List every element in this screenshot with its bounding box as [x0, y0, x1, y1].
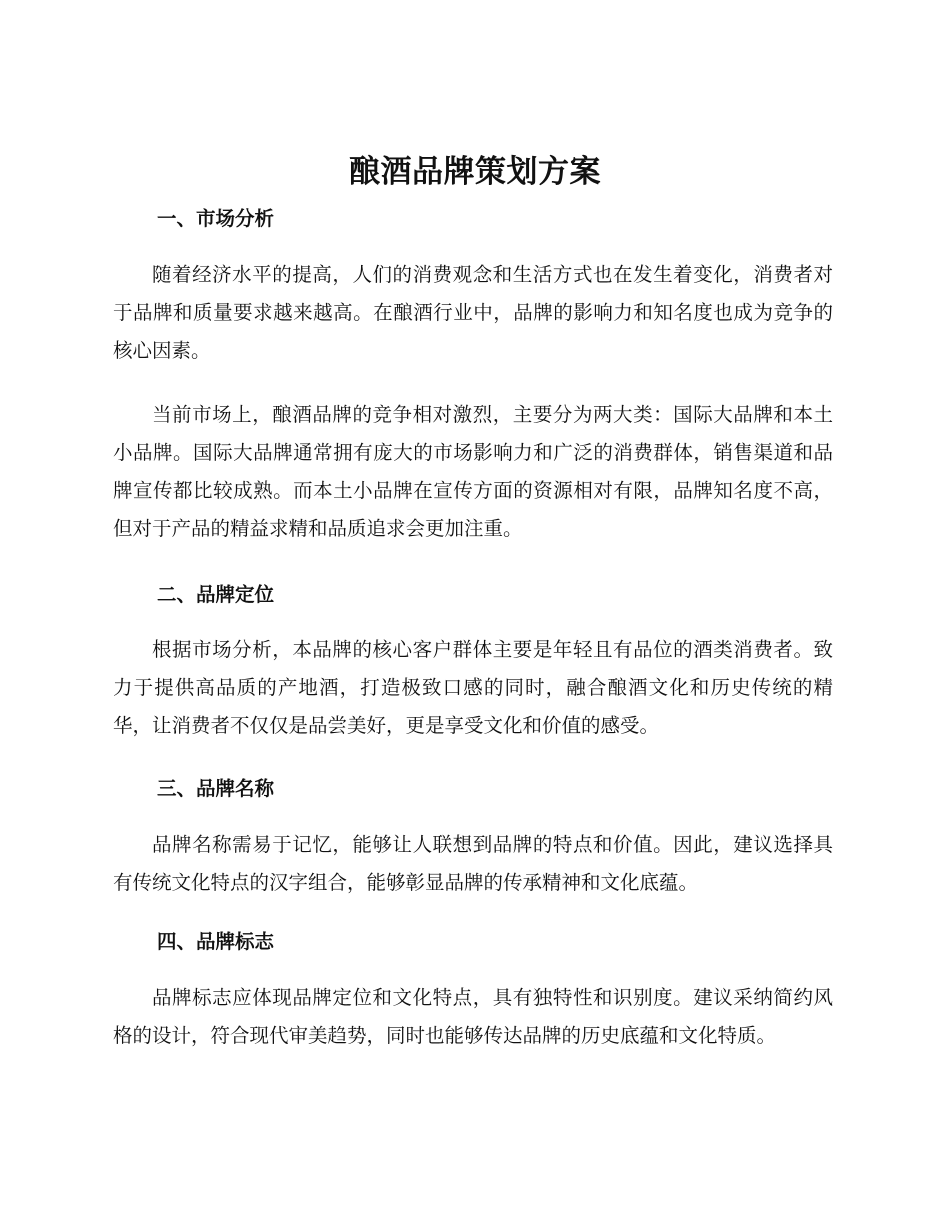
paragraph-brand-logo: 品牌标志应体现品牌定位和文化特点，具有独特性和识别度。建议采纳简约风格的设计，符合现代审美趋势，同时也能够传达品牌的历史底蕴和文化特质。 — [113, 986, 833, 1047]
document-title: 酿酒品牌策划方案 — [349, 154, 601, 190]
paragraph-brand-name: 品牌名称需易于记忆，能够让人联想到品牌的特点和价值。因此，建议选择具有传统文化特点的汉字组合，能够彰显品牌的传承精神和文化底蕴。 — [113, 833, 833, 894]
section-heading-brand-name: 三、品牌名称 — [157, 777, 275, 800]
paragraph-market-analysis-1: 随着经济水平的提高，人们的消费观念和生活方式也在发生着变化，消费者对于品牌和质量要求越来越高。在酿酒行业中，品牌的影响力和知名度也成为竞争的核心因素。 — [113, 263, 833, 362]
section-heading-brand-positioning: 二、品牌定位 — [157, 583, 275, 606]
paragraph-brand-positioning: 根据市场分析，本品牌的核心客户群体主要是年轻且有品位的酒类消费者。致力于提供高品质的产地酒，打造极致口感的同时，融合酿酒文化和历史传统的精华，让消费者不仅仅是品尝美好，更是享受文化和价值的感受。 — [113, 638, 833, 737]
paragraph-market-analysis-2: 当前市场上，酿酒品牌的竞争相对激烈，主要分为两大类：国际大品牌和本土小品牌。国际大品牌通常拥有庞大的市场影响力和广泛的消费群体，销售渠道和品牌宣传都比较成熟。而本土小品牌在宣传方面的资源相对有限，品牌知名度不高，但对于产品的精益求精和品质追求会更加注重。 — [113, 403, 833, 540]
section-heading-brand-logo: 四、品牌标志 — [157, 930, 275, 953]
section-heading-market-analysis: 一、市场分析 — [157, 207, 275, 230]
